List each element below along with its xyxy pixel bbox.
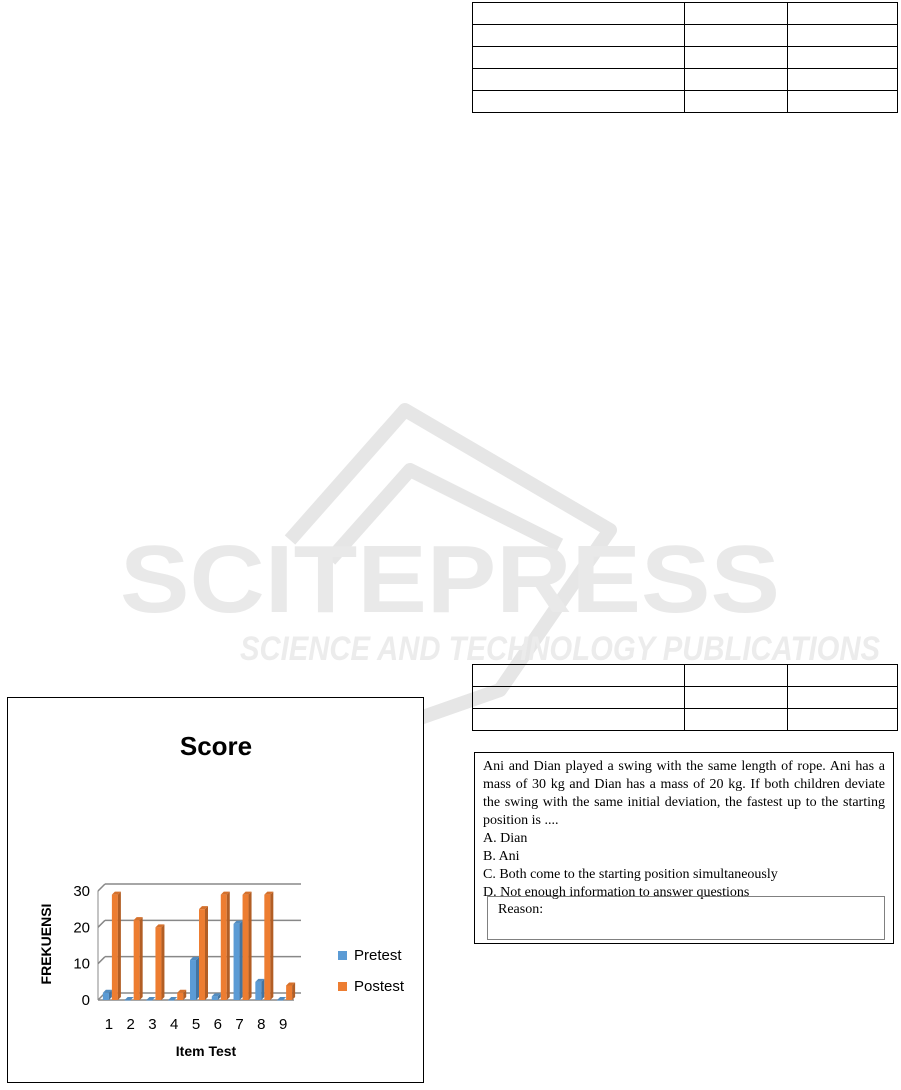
bar-pretest — [103, 990, 112, 1000]
legend-label: Postest — [354, 978, 405, 995]
bar-front — [286, 985, 292, 1000]
legend-label: Pretest — [354, 947, 402, 964]
top-table-row — [473, 25, 898, 47]
bar-postest — [264, 892, 273, 1000]
option-c: C. Both come to the starting position simultaneously — [483, 867, 778, 882]
bar-front — [199, 909, 205, 1000]
option-a: A. Dian — [483, 831, 528, 846]
bar-pretest — [212, 993, 221, 1000]
middle-table-cell — [473, 709, 685, 731]
bar-front — [264, 895, 270, 1000]
bar-side — [161, 924, 164, 1000]
option-d: D. Not enough information to answer questions — [483, 885, 750, 900]
y-tick-label: 30 — [73, 883, 90, 900]
bar-side — [292, 982, 295, 1000]
watermark-brand: SCITEPRESS — [120, 526, 780, 633]
top-table-cell — [685, 91, 788, 113]
bar-front — [234, 924, 240, 1000]
x-tick-label: 7 — [235, 1016, 244, 1033]
bar-front — [243, 895, 249, 1000]
middle-table-row — [473, 665, 898, 687]
top-table-cell — [685, 69, 788, 91]
top-table-cell — [788, 47, 898, 69]
bar-front — [125, 1000, 131, 1001]
middle-table-cell — [788, 687, 898, 709]
x-tick-label: 2 — [126, 1016, 135, 1033]
top-table-cell — [788, 69, 898, 91]
middle-table-cell — [473, 687, 685, 709]
middle-table-cell — [685, 687, 788, 709]
bar-front — [212, 996, 218, 1000]
question-box — [474, 752, 894, 944]
bar-side — [240, 921, 243, 1000]
y-tick-label: 10 — [73, 955, 90, 973]
top-table-cell — [473, 25, 685, 47]
bar-side — [205, 906, 208, 1000]
bar-front — [168, 1000, 174, 1001]
top-table-cell — [473, 69, 685, 91]
x-tick-label: 5 — [191, 1016, 201, 1033]
bar-side — [196, 957, 199, 1000]
bar-side — [140, 917, 143, 1000]
bar-front — [155, 927, 161, 1000]
bar-postest — [243, 892, 252, 1000]
bar-front — [177, 993, 183, 1000]
top-table-cell — [788, 25, 898, 47]
bar-front — [112, 895, 118, 1000]
x-tick-label: 8 — [257, 1016, 266, 1033]
top-table-cell — [473, 3, 685, 25]
reason-field — [487, 896, 885, 940]
top-table-cell — [788, 91, 898, 113]
bar-front — [221, 895, 227, 1000]
bar-postest — [199, 906, 208, 1000]
y-tick-label: 0 — [81, 992, 90, 1009]
bar-side — [118, 892, 121, 1000]
question-text: Ani and Dian played a swing with the same length of rope. Ani has a mass of 30 kg and Dian has a mass of 20 kg. If both children deviate the swing with the same initial deviation, the fastest up to the starting position is .... — [483, 759, 885, 828]
bar-front — [134, 920, 140, 1000]
y-tick-label: 20 — [73, 919, 90, 937]
middle-table-row — [473, 687, 898, 709]
top-table-cell — [685, 3, 788, 25]
middle-table-cell — [473, 665, 685, 687]
gridline-edge — [98, 957, 105, 964]
top-table-row — [473, 3, 898, 25]
option-b: B. Ani — [483, 849, 520, 864]
bar-side — [249, 892, 252, 1000]
legend-swatch — [338, 982, 347, 991]
x-tick-label: 4 — [170, 1016, 179, 1033]
x-tick-label: 6 — [213, 1016, 222, 1033]
bar-postest — [134, 917, 143, 1000]
bar-front — [146, 1000, 152, 1001]
bar-front — [255, 982, 261, 1000]
bar-postest — [112, 892, 121, 1000]
bar-pretest — [255, 979, 264, 1000]
middle-table-cell — [685, 665, 788, 687]
x-tick-label: 3 — [148, 1016, 157, 1033]
chart-title: Score — [179, 731, 253, 761]
reason-label: Reason: — [498, 902, 544, 917]
x-tick-label: 9 — [278, 1016, 288, 1033]
gridline-edge — [98, 884, 105, 891]
legend-swatch — [338, 951, 347, 960]
bar-pretest — [190, 957, 199, 1000]
chart-canvas — [8, 698, 423, 1082]
chart-ylabel: FREKUENSI — [38, 903, 54, 985]
middle-table-cell — [788, 665, 898, 687]
bar-postest — [177, 990, 186, 1000]
top-table-row — [473, 47, 898, 69]
top-table-cell — [685, 47, 788, 69]
top-table-row — [473, 91, 898, 113]
score-chart — [7, 697, 424, 1083]
bar-front — [190, 960, 196, 1000]
bar-pretest — [234, 921, 243, 1000]
bar-side — [227, 892, 230, 1000]
top-table-row — [473, 69, 898, 91]
middle-table-row — [473, 709, 898, 731]
x-tick-label: 1 — [104, 1016, 114, 1033]
bar-front — [103, 993, 109, 1000]
top-table-cell — [473, 91, 685, 113]
bar-front — [277, 1000, 283, 1001]
top-table — [472, 2, 898, 113]
bar-postest — [286, 982, 295, 1000]
bar-side — [270, 892, 273, 1000]
bar-postest — [155, 924, 164, 1000]
bar-side — [261, 979, 264, 1000]
gridline-edge — [98, 920, 105, 927]
bar-postest — [221, 892, 230, 1000]
watermark-tagline: SCIENCE AND TECHNOLOGY PUBLICATIONS — [240, 630, 881, 668]
chart-xlabel: Item Test — [175, 1043, 237, 1059]
top-table-cell — [473, 47, 685, 69]
top-table-cell — [685, 25, 788, 47]
middle-table-cell — [788, 709, 898, 731]
top-table-cell — [788, 3, 898, 25]
middle-table-cell — [685, 709, 788, 731]
middle-table — [472, 664, 898, 731]
